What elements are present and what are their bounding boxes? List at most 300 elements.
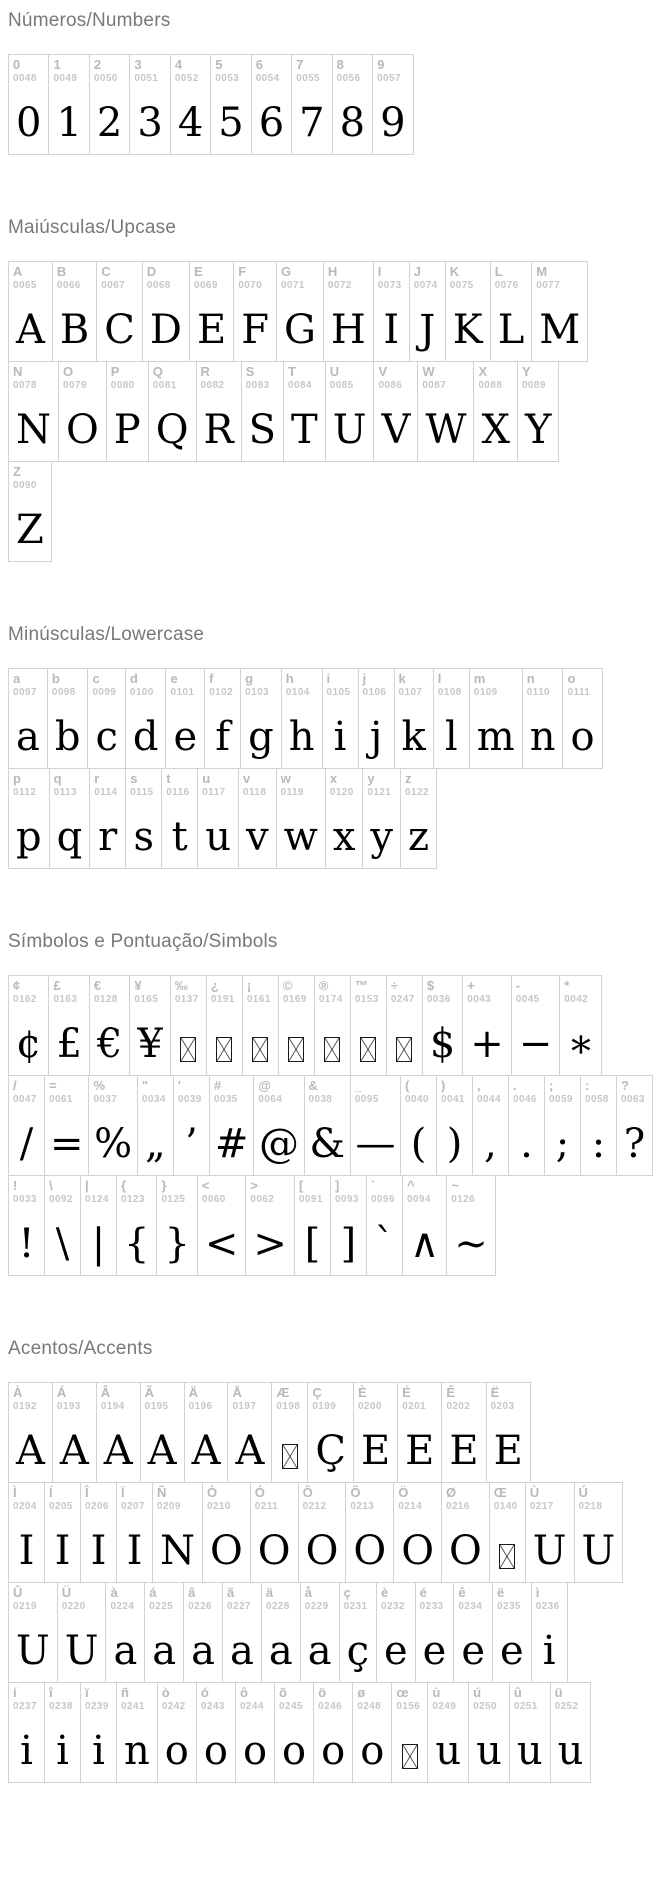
char-code: 0099: [92, 686, 117, 698]
char-cell-header: [579, 1486, 603, 1512]
char-label: u: [202, 771, 211, 786]
char-cell-header: [367, 772, 391, 798]
char-code: 0035: [213, 1093, 238, 1105]
char-cell: [116, 1482, 153, 1583]
char-code: 0224: [110, 1600, 135, 1612]
char-cell: [197, 1175, 247, 1276]
char-cell-header: [536, 1586, 560, 1612]
char-label: 5: [215, 57, 223, 72]
char-cell: [227, 1382, 272, 1483]
char-cell-header: [495, 265, 519, 291]
char-cell: [8, 668, 48, 769]
char-code: 0053: [215, 72, 240, 84]
font-section-4: [8, 1338, 653, 1783]
char-code: 0105: [326, 686, 351, 698]
glyph: b: [54, 714, 81, 760]
char-cell: [148, 361, 197, 462]
char-label: k: [398, 671, 406, 686]
char-label: é: [419, 1585, 427, 1600]
char-label: Ê: [446, 1385, 456, 1400]
char-label: H: [327, 264, 338, 279]
glyph: X: [481, 407, 510, 453]
char-label: }: [161, 1178, 167, 1193]
glyph: ): [446, 1121, 463, 1167]
char-label: ]: [334, 1178, 340, 1193]
glyph: R: [203, 407, 234, 453]
char-cell: [89, 768, 126, 869]
char-label: Ä: [188, 1385, 198, 1400]
char-cell: [469, 668, 523, 769]
char-cell-header: [62, 1586, 86, 1612]
char-cell-header: [53, 58, 77, 84]
char-label: ÷: [390, 978, 398, 993]
char-cell-header: [414, 265, 438, 291]
glyph: M: [539, 307, 581, 353]
char-cell-header: [363, 672, 387, 698]
char-cell-header: [13, 672, 37, 698]
char-code: 0108: [437, 686, 462, 698]
char-cell: [89, 54, 130, 155]
char-cell-header: [215, 58, 239, 84]
char-cell: [52, 1382, 97, 1483]
char-cell: [422, 975, 463, 1076]
glyph: I: [18, 1528, 35, 1574]
char-cell-header: [330, 365, 354, 391]
char-row: [8, 54, 653, 155]
char-code: 0233: [419, 1600, 444, 1612]
char-cell-header: [536, 265, 560, 291]
char-cell: [144, 1582, 184, 1683]
char-code: 0075: [449, 279, 474, 291]
char-cell: [8, 768, 50, 869]
missing-glyph-box: [180, 1037, 196, 1062]
char-label: m: [473, 671, 486, 686]
char-cell: [8, 54, 49, 155]
char-label: b: [51, 671, 60, 686]
char-cell: [210, 54, 251, 155]
char-code: 0084: [288, 379, 312, 391]
font-section-0: [8, 10, 653, 155]
char-cell-header: [207, 1486, 231, 1512]
char-cell: [8, 1582, 58, 1683]
char-cell-header: [458, 1586, 482, 1612]
char-cell-header: [49, 1079, 73, 1105]
glyph: 9: [380, 100, 406, 146]
glyph: ¥: [137, 1021, 163, 1067]
char-cell: [366, 1175, 403, 1276]
char-code: 0051: [134, 72, 159, 84]
char-cell-header: [258, 1079, 282, 1105]
char-label: Y: [521, 364, 531, 379]
char-cell-header: [288, 365, 312, 391]
char-cell-header: [121, 1686, 145, 1712]
char-label: ì: [535, 1585, 540, 1600]
char-cell: [559, 975, 602, 1076]
char-cell-header: [57, 1386, 81, 1412]
glyph: ç: [346, 1628, 369, 1674]
char-cell-header: [134, 979, 158, 1005]
char-cell: [197, 768, 239, 869]
char-label: .: [513, 1078, 517, 1093]
char-code: 0228: [265, 1600, 290, 1612]
char-code: 0083: [245, 379, 270, 391]
char-cell-header: [134, 58, 158, 84]
glyph: K: [452, 307, 483, 353]
char-cell: [415, 1582, 455, 1683]
glyph: V: [381, 407, 411, 453]
glyph: q: [56, 814, 83, 860]
char-cell-header: [166, 772, 189, 798]
char-label: ë: [497, 1585, 505, 1600]
glyph: .: [520, 1121, 533, 1167]
char-cell: [350, 975, 387, 1076]
char-cell: [8, 361, 59, 462]
char-label: á: [149, 1585, 157, 1600]
glyph: u: [476, 1728, 502, 1774]
glyph: Ç: [315, 1428, 346, 1474]
glyph: e: [173, 714, 198, 760]
char-label: ": [141, 1078, 149, 1093]
char-cell-header: [52, 672, 76, 698]
glyph: O: [448, 1528, 482, 1574]
char-label: L: [494, 264, 503, 279]
char-code: 0210: [207, 1500, 231, 1512]
char-label: U: [329, 364, 340, 379]
char-cell-header: [201, 1686, 225, 1712]
char-cell-header: [250, 1179, 274, 1205]
char-code: 0243: [200, 1700, 225, 1712]
char-cell-header: [238, 265, 262, 291]
glyph: o: [360, 1728, 385, 1774]
char-cell-header: [441, 1079, 465, 1105]
char-code: 0078: [13, 379, 37, 391]
char-cell-header: [149, 1586, 173, 1612]
char-cell: [409, 261, 446, 362]
char-code: 0196: [188, 1400, 213, 1412]
char-label: û: [513, 1685, 522, 1700]
char-code: 0074: [413, 279, 438, 291]
char-cell: [129, 54, 170, 155]
char-cell-header: [13, 365, 37, 391]
char-cell: [492, 1582, 532, 1683]
char-code: 0161: [246, 993, 271, 1005]
char-code: 0087: [422, 379, 447, 391]
char-cell-header: [189, 1386, 213, 1412]
char-label: ‰: [174, 978, 188, 993]
char-label: Œ: [493, 1485, 507, 1500]
char-code: 0117: [202, 786, 226, 798]
char-label: 1: [53, 57, 61, 72]
char-cell-header: [49, 1686, 73, 1712]
glyph: /: [19, 1121, 34, 1167]
char-cell: [106, 361, 149, 462]
char-label: í: [13, 1685, 17, 1700]
glyph: A: [191, 1428, 221, 1474]
char-cell-header: [328, 265, 352, 291]
char-label: ø: [357, 1685, 366, 1700]
char-label: 3: [134, 57, 142, 72]
char-cell: [96, 1382, 141, 1483]
glyph: w: [283, 814, 318, 860]
font-section-1: [8, 217, 653, 562]
char-cell: [511, 975, 561, 1076]
char-cell: [522, 668, 564, 769]
char-code: 0198: [276, 1400, 301, 1412]
char-cell: [209, 1075, 254, 1176]
char-cell: [206, 975, 243, 1076]
char-code: 0057: [377, 72, 401, 84]
char-code: 0112: [13, 786, 37, 798]
char-cell: [281, 668, 323, 769]
glyph: z: [408, 814, 430, 860]
char-cell: [386, 975, 423, 1076]
char-cell: [140, 1382, 185, 1483]
char-cell-header: [161, 1179, 185, 1205]
missing-glyph-box: [402, 1744, 418, 1769]
glyph: 4: [177, 100, 204, 146]
char-cell-header: [513, 1079, 537, 1105]
char-cell: [44, 1482, 81, 1583]
missing-glyph-box: [499, 1544, 515, 1569]
char-cell-header: [358, 1386, 382, 1412]
char-cell: [116, 1175, 157, 1276]
char-code: 0049: [53, 72, 78, 84]
char-code: 0094: [406, 1193, 431, 1205]
char-code: 0042: [564, 993, 589, 1005]
char-cell-header: [170, 672, 194, 698]
char-cell: [47, 668, 89, 769]
char-label: h: [285, 671, 294, 686]
char-cell: [196, 361, 242, 462]
char-cell-header: [13, 979, 37, 1005]
char-label: Å: [232, 1385, 242, 1400]
char-label: F: [238, 264, 247, 279]
char-code: 0082: [200, 379, 225, 391]
char-code: 0043: [467, 993, 492, 1005]
glyph: y: [370, 814, 394, 860]
char-cell-header: [276, 1386, 300, 1412]
char-cell: [332, 54, 373, 155]
glyph: D: [149, 307, 182, 353]
char-code: 0121: [367, 786, 392, 798]
char-cell-header: [555, 1686, 579, 1712]
char-code: 0118: [242, 786, 267, 798]
glyph: J: [419, 307, 436, 353]
glyph: &: [309, 1121, 345, 1167]
char-cell-header: [296, 58, 320, 84]
char-label: à: [110, 1585, 118, 1600]
char-code: 0081: [152, 379, 177, 391]
char-cell: [616, 1075, 653, 1176]
char-label: ö: [318, 1685, 327, 1700]
char-cell: [353, 1382, 398, 1483]
char-cell: [531, 261, 588, 362]
char-label: Â: [100, 1385, 111, 1400]
char-label: ): [441, 1078, 446, 1093]
char-cell: [142, 261, 190, 362]
char-label: õ: [279, 1685, 287, 1700]
char-code: 0239: [85, 1700, 109, 1712]
char-code: 0095: [354, 1093, 379, 1105]
char-row: [8, 361, 653, 462]
char-label: ä: [265, 1585, 274, 1600]
char-cell: [80, 1175, 117, 1276]
char-label: @: [258, 1078, 272, 1093]
glyph: e: [500, 1628, 524, 1674]
glyph: a: [191, 1628, 216, 1674]
char-cell-header: [303, 1486, 327, 1512]
char-cell: [325, 768, 364, 869]
glyph: a: [268, 1628, 293, 1674]
glyph: −: [518, 1021, 553, 1067]
char-label: Ó: [254, 1485, 265, 1500]
char-cell: [304, 1075, 351, 1176]
glyph: h: [288, 714, 315, 760]
char-label: ñ: [121, 1685, 129, 1700]
glyph: (: [410, 1121, 427, 1167]
char-label: {: [121, 1178, 127, 1193]
char-cell-header: [377, 58, 401, 84]
char-code: 0194: [100, 1400, 125, 1412]
glyph: A: [235, 1428, 265, 1474]
char-cell-header: [94, 979, 118, 1005]
char-code: 0192: [13, 1400, 37, 1412]
char-cell-header: [381, 1586, 405, 1612]
char-label: !: [13, 1178, 18, 1193]
char-cell-header: [145, 1386, 169, 1412]
char-label: ^: [406, 1178, 415, 1193]
char-label: (: [405, 1078, 410, 1093]
char-row: [8, 261, 653, 362]
glyph: k: [401, 714, 426, 760]
char-code: 0071: [280, 279, 305, 291]
char-cell: [322, 668, 359, 769]
char-label: Û: [13, 1585, 23, 1600]
char-label: ï: [85, 1685, 89, 1700]
glyph: s: [133, 814, 154, 860]
char-label: ¡: [246, 978, 252, 993]
char-code: 0226: [188, 1600, 213, 1612]
char-label: â: [188, 1585, 196, 1600]
char-code: 0207: [121, 1500, 145, 1512]
char-label: ®: [318, 978, 329, 993]
char-cell-header: [567, 672, 590, 698]
char-cell-header: [305, 1586, 329, 1612]
glyph: N: [16, 407, 51, 453]
char-cell: [251, 54, 292, 155]
char-code: 0037: [93, 1093, 118, 1105]
char-cell-header: [450, 265, 474, 291]
char-code: 0034: [141, 1093, 166, 1105]
char-cell-header: [227, 1586, 251, 1612]
char-cell-header: [240, 1686, 264, 1712]
char-code: 0113: [53, 786, 77, 798]
glyph: !: [18, 1221, 35, 1267]
char-code: 0041: [441, 1093, 465, 1105]
char-code: 0070: [238, 279, 263, 291]
char-cell: [339, 1582, 377, 1683]
char-cell-header: [473, 1686, 497, 1712]
char-cell-header: [92, 672, 116, 698]
char-cell: [80, 1482, 117, 1583]
char-cell: [314, 975, 351, 1076]
char-label: [: [298, 1178, 304, 1193]
glyph: l: [444, 714, 458, 760]
char-cell: [525, 1482, 575, 1583]
char-cell-header: [420, 1586, 444, 1612]
glyph: U: [64, 1628, 99, 1674]
glyph: I: [383, 307, 400, 353]
glyph: e: [384, 1628, 408, 1674]
char-cell: [490, 261, 533, 362]
char-cell-header: [13, 265, 37, 291]
char-cell: [242, 975, 279, 1076]
char-cell: [8, 261, 53, 362]
char-cell-header: [516, 979, 540, 1005]
glyph: U: [16, 1628, 50, 1674]
char-label: j: [362, 671, 367, 686]
char-row: [8, 668, 653, 769]
char-label: g: [245, 671, 254, 686]
char-cell: [137, 1075, 174, 1176]
char-cell: [274, 1682, 314, 1783]
char-code: 0124: [85, 1193, 109, 1205]
char-code: 0247: [390, 993, 415, 1005]
glyph: —: [355, 1121, 396, 1167]
char-label: €: [93, 978, 102, 993]
char-label: e: [170, 671, 178, 686]
char-cell: [184, 1382, 229, 1483]
char-label: œ: [396, 1685, 409, 1700]
char-cell: [544, 1075, 581, 1176]
char-cell: [125, 668, 167, 769]
char-cell-header: [13, 772, 36, 798]
char-cell: [57, 1582, 107, 1683]
char-cell: [391, 1682, 428, 1783]
char-cell: [240, 668, 282, 769]
glyph: i: [542, 1628, 556, 1674]
char-cell-header: [514, 1686, 538, 1712]
char-code: 0120: [329, 786, 354, 798]
char-label: £: [53, 978, 61, 993]
char-cell-header: [281, 772, 304, 798]
char-cell: [291, 54, 332, 155]
char-code: 0128: [93, 993, 118, 1005]
char-code: 0093: [334, 1193, 359, 1205]
glyph: L: [497, 307, 525, 353]
char-code: 0062: [250, 1193, 275, 1205]
char-cell: [87, 668, 125, 769]
char-cell: [44, 1075, 89, 1176]
glyph: e: [422, 1628, 447, 1674]
char-label: ù: [432, 1685, 441, 1700]
char-code: 0238: [49, 1700, 73, 1712]
glyph: E: [449, 1428, 479, 1474]
char-cell-header: [175, 979, 199, 1005]
glyph: i: [20, 1728, 33, 1774]
char-cell: [261, 1582, 301, 1683]
char-label: \: [49, 1178, 53, 1193]
char-code: 0115: [130, 786, 154, 798]
char-label: ™: [354, 978, 368, 993]
char-cell: [313, 1682, 353, 1783]
char-label: ~: [451, 1178, 459, 1193]
char-code: 0236: [535, 1600, 560, 1612]
char-label: J: [413, 264, 422, 279]
glyph: e: [461, 1628, 486, 1674]
char-label: C: [101, 264, 111, 279]
char-code: 0036: [426, 993, 451, 1005]
